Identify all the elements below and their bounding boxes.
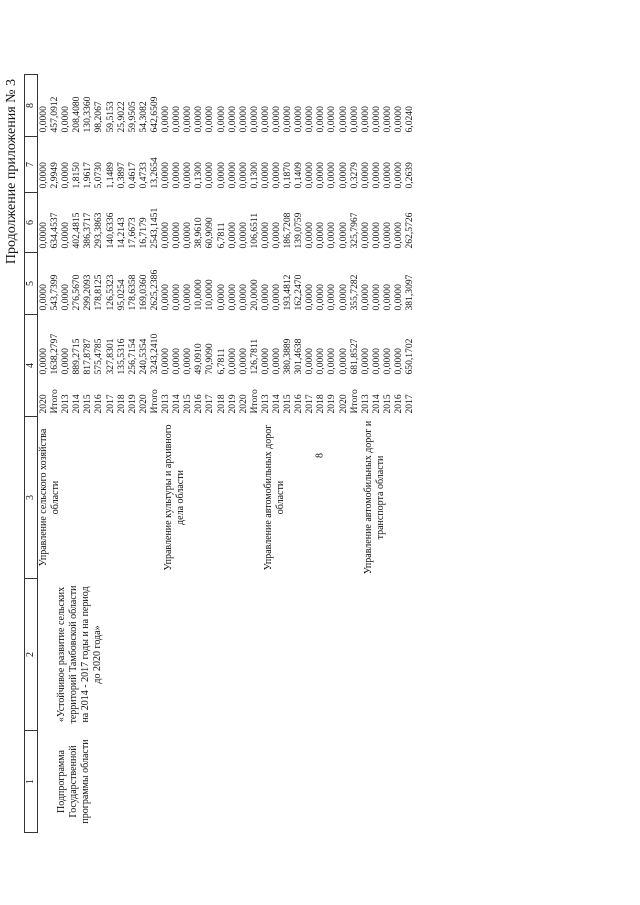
federal-value-cell: 2625,2386	[148, 269, 160, 311]
year-cell: 2015	[282, 394, 294, 414]
total-value-cell: 0,0000	[304, 348, 316, 375]
total-value-cell: 0,0000	[182, 348, 194, 375]
regional-value-cell: 139,0759	[293, 212, 305, 249]
header-cell: 5	[25, 253, 38, 315]
year-cell: 2014	[270, 394, 282, 414]
federal-value-cell: 10,0000	[193, 279, 205, 311]
executor-cell: Управление автомобильных дорог области	[262, 424, 286, 571]
year-cell: 2019	[226, 394, 238, 414]
local-value-cell: 5,0730	[93, 162, 105, 189]
year-cell: 2014	[370, 394, 382, 414]
federal-value-cell: 95,0254	[115, 279, 127, 311]
year-cell: 2017	[204, 394, 216, 414]
extra-budget-value-cell: 0,0000	[160, 106, 172, 133]
extra-budget-value-cell: 0,0000	[204, 106, 216, 133]
year-cell: Итого	[348, 389, 360, 414]
total-value-cell: 0,0000	[370, 348, 382, 375]
regional-value-cell: 0,0000	[182, 222, 194, 249]
extra-budget-value-cell: 0,0000	[304, 106, 316, 133]
federal-value-cell: 193,4812	[282, 274, 294, 311]
federal-value-cell: 20,0000	[248, 279, 260, 311]
extra-budget-value-cell: 0,0000	[171, 106, 183, 133]
local-value-cell: 0,0000	[215, 162, 227, 189]
local-value-cell: 0,0000	[226, 162, 238, 189]
executor-cell: Управление сельского хозяйства области	[38, 428, 61, 567]
federal-value-cell: 0,0000	[370, 284, 382, 311]
total-value-cell: 0,0000	[38, 348, 49, 375]
local-value-cell: 2,9949	[49, 162, 61, 189]
regional-value-cell: 0,0000	[326, 222, 338, 249]
total-value-cell: 380,3889	[282, 338, 294, 375]
regional-value-cell: 386,3717	[82, 212, 94, 249]
regional-value-cell: 38,9610	[193, 217, 205, 249]
regional-value-cell: 402,4815	[71, 212, 83, 249]
total-value-cell: 327,8301	[104, 338, 116, 375]
federal-value-cell: 0,0000	[182, 284, 194, 311]
regional-value-cell: 0,0000	[226, 222, 238, 249]
total-value-cell: 0,0000	[393, 348, 404, 375]
local-value-cell: 1,1489	[104, 162, 116, 189]
federal-value-cell: 0,0000	[359, 284, 371, 311]
table-row	[38, 75, 50, 833]
local-value-cell: 0,0000	[304, 162, 316, 189]
extra-budget-value-cell: 59,9505	[126, 101, 138, 133]
year-cell: 2020	[337, 394, 349, 414]
year-cell: Итого	[248, 389, 260, 414]
regional-value-cell: 0,0000	[359, 222, 371, 249]
year-cell: 2015	[182, 394, 194, 414]
executor-cell: Управление автомобильных дорог и транспорта области	[362, 420, 386, 575]
regional-value-cell: 60,9090	[204, 217, 216, 249]
extra-budget-value-cell: 208,4080	[71, 96, 83, 133]
regional-value-cell: 0,0000	[270, 222, 282, 249]
regional-value-cell: 0,0000	[160, 222, 172, 249]
federal-value-cell: 0,0000	[38, 284, 49, 311]
local-value-cell: 0,0000	[171, 162, 183, 189]
year-cell: 2013	[359, 394, 371, 414]
total-value-cell: 6,7811	[215, 348, 227, 375]
total-value-cell: 0,0000	[60, 348, 72, 375]
federal-value-cell: 299,2093	[82, 274, 94, 311]
federal-value-cell: 381,3097	[404, 274, 416, 311]
extra-budget-value-cell: 0,0000	[182, 106, 194, 133]
local-value-cell: 0,1409	[293, 162, 305, 189]
header-cell: 7	[25, 137, 38, 193]
total-value-cell: 0,0000	[315, 348, 327, 375]
extra-budget-value-cell: 457,0912	[49, 96, 61, 133]
header-cell: 6	[25, 193, 38, 253]
local-value-cell: 0,0000	[337, 162, 349, 189]
extra-budget-value-cell: 0,0000	[237, 106, 249, 133]
total-value-cell: 240,5354	[137, 338, 149, 375]
extra-budget-value-cell: 0,0000	[270, 106, 282, 133]
federal-value-cell: 543,7399	[49, 274, 61, 311]
year-cell: 2018	[215, 394, 227, 414]
appendix-subtitle: Продолжение приложения № 3	[4, 79, 19, 265]
header-cell: 4	[25, 315, 38, 417]
federal-value-cell: 162,2470	[293, 274, 305, 311]
federal-value-cell: 0,0000	[259, 284, 271, 311]
regional-value-cell: 634,4537	[49, 212, 61, 249]
table-body	[38, 75, 416, 833]
year-cell: 2013	[259, 394, 271, 414]
page-number: 8	[314, 453, 326, 458]
total-value-cell: 0,0000	[237, 348, 249, 375]
local-value-cell: 0,0000	[381, 162, 393, 189]
federal-value-cell: 169,0360	[137, 274, 149, 311]
local-value-cell: 0,1300	[193, 162, 205, 189]
year-cell: 2018	[315, 394, 327, 414]
federal-value-cell: 355,7282	[348, 274, 360, 311]
total-value-cell: 126,7811	[248, 338, 260, 375]
federal-value-cell: 0,0000	[171, 284, 183, 311]
local-value-cell: 1,9617	[82, 162, 94, 189]
federal-value-cell: 0,0000	[337, 284, 349, 311]
extra-budget-value-cell: 25,9022	[115, 101, 127, 133]
federal-value-cell: 178,6358	[126, 274, 138, 311]
extra-budget-value-cell: 130,3360	[82, 96, 94, 133]
total-value-cell: 650,1702	[404, 338, 416, 375]
regional-value-cell: 0,0000	[304, 222, 316, 249]
total-value-cell: 0,0000	[160, 348, 172, 375]
regional-value-cell: 293,3863	[93, 212, 105, 249]
regional-value-cell: 14,2143	[115, 217, 127, 249]
extra-budget-value-cell: 0,0000	[38, 106, 49, 133]
regional-value-cell: 0,0000	[393, 222, 404, 249]
federal-value-cell: 276,5670	[71, 274, 83, 311]
local-value-cell: 0,0000	[160, 162, 172, 189]
year-cell: 2016	[393, 394, 404, 414]
year-cell: 2016	[193, 394, 205, 414]
local-value-cell: 0,0000	[259, 162, 271, 189]
extra-budget-value-cell: 98,2067	[93, 101, 105, 133]
local-value-cell: 0,0000	[182, 162, 194, 189]
regional-value-cell: 0,0000	[381, 222, 393, 249]
total-value-cell: 0,0000	[171, 348, 183, 375]
local-value-cell: 0,4733	[137, 162, 149, 189]
year-cell: Итого	[49, 389, 61, 414]
extra-budget-value-cell: 0,0000	[293, 106, 305, 133]
total-value-cell: 135,5316	[115, 338, 127, 375]
total-value-cell: 0,0000	[326, 348, 338, 375]
local-value-cell: 0,1300	[248, 162, 260, 189]
local-value-cell: 13,2654	[148, 157, 160, 189]
local-value-cell: 0,0000	[204, 162, 216, 189]
program-type-cell: Подпрограмма Государственной программы области	[56, 739, 91, 824]
year-cell: 2016	[93, 394, 105, 414]
local-value-cell: 0,4617	[126, 162, 138, 189]
federal-value-cell: 178,8125	[93, 274, 105, 311]
total-value-cell: 0,0000	[226, 348, 238, 375]
total-value-cell: 0,0000	[381, 348, 393, 375]
program-name-cell: «Устойчивое развитие сельских территорий Тамбовской области на 2014 - 2017 годы и на период до 2020 года»	[56, 585, 103, 724]
federal-value-cell: 126,5323	[104, 274, 116, 311]
federal-value-cell: 0,0000	[315, 284, 327, 311]
local-value-cell: 1,8150	[71, 162, 83, 189]
extra-budget-value-cell: 54,3082	[137, 101, 149, 133]
year-cell: 2020	[38, 394, 49, 414]
year-cell: 2017	[304, 394, 316, 414]
regional-value-cell: 2543,1451	[148, 207, 160, 249]
regional-value-cell: 140,6336	[104, 212, 116, 249]
header-cell: 1	[25, 731, 38, 833]
local-value-cell: 0,0000	[60, 162, 72, 189]
extra-budget-value-cell: 59,5153	[104, 101, 116, 133]
total-value-cell: 575,4785	[93, 338, 105, 375]
header-row	[25, 75, 38, 833]
regional-value-cell: 0,0000	[315, 222, 327, 249]
local-value-cell: 0,3897	[115, 162, 127, 189]
year-cell: 2020	[137, 394, 149, 414]
year-cell: 2020	[237, 394, 249, 414]
regional-value-cell: 17,6673	[126, 217, 138, 249]
local-value-cell: 0,0000	[359, 162, 371, 189]
local-value-cell: 0,0000	[370, 162, 382, 189]
federal-value-cell: 0,0000	[237, 284, 249, 311]
year-cell: 2015	[82, 394, 94, 414]
regional-value-cell: 0,0000	[60, 222, 72, 249]
extra-budget-value-cell: 642,6509	[148, 96, 160, 133]
extra-budget-value-cell: 0,0000	[248, 106, 260, 133]
extra-budget-value-cell: 0,0000	[226, 106, 238, 133]
year-cell: 2016	[293, 394, 305, 414]
header-cell: 8	[25, 75, 38, 137]
regional-value-cell: 0,0000	[337, 222, 349, 249]
federal-value-cell: 0,0000	[60, 284, 72, 311]
budget-table	[24, 74, 415, 833]
total-value-cell: 256,7154	[126, 338, 138, 375]
total-value-cell: 301,4638	[293, 338, 305, 375]
extra-budget-value-cell: 0,0000	[370, 106, 382, 133]
extra-budget-value-cell: 0,0000	[259, 106, 271, 133]
regional-value-cell: 0,0000	[171, 222, 183, 249]
extra-budget-value-cell: 0,0000	[348, 106, 360, 133]
year-cell: 2013	[160, 394, 172, 414]
extra-budget-value-cell: 0,0000	[326, 106, 338, 133]
regional-value-cell: 325,7967	[348, 212, 360, 249]
federal-value-cell: 0,0000	[381, 284, 393, 311]
year-cell: 2019	[126, 394, 138, 414]
year-cell: Итого	[148, 389, 160, 414]
year-cell: 2014	[171, 394, 183, 414]
extra-budget-value-cell: 0,0000	[282, 106, 294, 133]
local-value-cell: 0,3279	[348, 162, 360, 189]
year-cell: 2017	[104, 394, 116, 414]
total-value-cell: 681,8527	[348, 338, 360, 375]
total-value-cell: 1638,2797	[49, 333, 61, 375]
extra-budget-value-cell: 0,0000	[315, 106, 327, 133]
local-value-cell: 0,2639	[404, 162, 416, 189]
extra-budget-value-cell: 6,0240	[404, 106, 416, 133]
local-value-cell: 0,0000	[38, 162, 49, 189]
federal-value-cell: 0,0000	[215, 284, 227, 311]
local-value-cell: 0,1870	[282, 162, 294, 189]
header-cell: 2	[25, 579, 38, 731]
local-value-cell: 0,0000	[237, 162, 249, 189]
federal-value-cell: 0,0000	[304, 284, 316, 311]
extra-budget-value-cell: 0,0000	[193, 106, 205, 133]
rotated-page	[0, 73, 520, 833]
year-cell: 2014	[71, 394, 83, 414]
year-cell: 2019	[326, 394, 338, 414]
total-value-cell: 0,0000	[259, 348, 271, 375]
federal-value-cell: 10,0000	[204, 279, 216, 311]
extra-budget-value-cell: 0,0000	[337, 106, 349, 133]
total-value-cell: 817,8787	[82, 338, 94, 375]
regional-value-cell: 106,6511	[248, 212, 260, 249]
header-cell: 3	[25, 417, 38, 579]
total-value-cell: 70,9090	[204, 343, 216, 375]
regional-value-cell: 0,0000	[237, 222, 249, 249]
total-value-cell: 3243,2410	[148, 333, 160, 375]
local-value-cell: 0,0000	[326, 162, 338, 189]
regional-value-cell: 16,7179	[137, 217, 149, 249]
extra-budget-value-cell: 0,0000	[381, 106, 393, 133]
regional-value-cell: 0,0000	[370, 222, 382, 249]
extra-budget-value-cell: 0,0000	[393, 106, 404, 133]
year-cell: 2018	[115, 394, 127, 414]
year-cell: 2017	[404, 394, 416, 414]
federal-value-cell: 0,0000	[270, 284, 282, 311]
executor-cell: Управление культуры и архивного дела области	[163, 424, 187, 571]
extra-budget-value-cell: 0,0000	[359, 106, 371, 133]
total-value-cell: 889,2715	[71, 338, 83, 375]
total-value-cell: 0,0000	[359, 348, 371, 375]
regional-value-cell: 0,0000	[38, 222, 49, 249]
regional-value-cell: 186,7208	[282, 212, 294, 249]
federal-value-cell: 0,0000	[393, 284, 404, 311]
extra-budget-value-cell: 0,0000	[60, 106, 72, 133]
federal-value-cell: 0,0000	[226, 284, 238, 311]
total-value-cell: 49,0910	[193, 343, 205, 375]
regional-value-cell: 6,7811	[215, 222, 227, 249]
year-cell: 2015	[381, 394, 393, 414]
regional-value-cell: 262,5726	[404, 212, 416, 249]
year-cell: 2013	[60, 394, 72, 414]
extra-budget-value-cell: 0,0000	[215, 106, 227, 133]
local-value-cell: 0,0000	[315, 162, 327, 189]
total-value-cell: 0,0000	[337, 348, 349, 375]
local-value-cell: 0,0000	[270, 162, 282, 189]
regional-value-cell: 0,0000	[259, 222, 271, 249]
local-value-cell: 0,0000	[393, 162, 404, 189]
federal-value-cell: 0,0000	[160, 284, 172, 311]
federal-value-cell: 0,0000	[326, 284, 338, 311]
total-value-cell: 0,0000	[270, 348, 282, 375]
